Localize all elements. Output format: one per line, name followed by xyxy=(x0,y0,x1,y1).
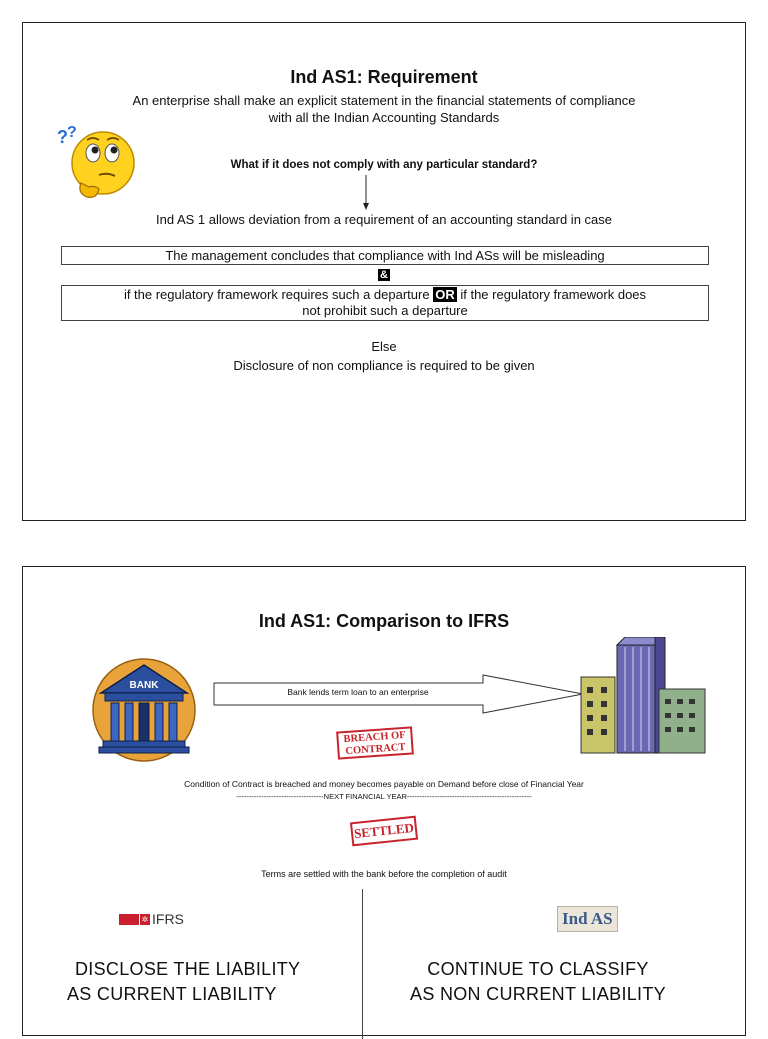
bank-icon xyxy=(91,657,197,763)
allows-text: Ind AS 1 allows deviation from a requirement of an accounting standard in case xyxy=(156,212,612,227)
ifrs-logo-bar xyxy=(119,914,139,925)
settled-stamp-text: SETTLED xyxy=(353,819,415,842)
condition-box-2-line-2: not prohibit such a departure xyxy=(302,303,468,318)
ifrs-logo-text: IFRS xyxy=(152,911,184,927)
indas-conclusion-line-1: CONTINUE TO CLASSIFY xyxy=(427,959,649,979)
ifrs-logo xyxy=(119,910,184,928)
indas-conclusion xyxy=(368,957,708,1007)
ifrs-conclusion-line-1: DISCLOSE THE LIABILITY xyxy=(75,959,301,979)
condition-box-2-part-2: if the regulatory framework does xyxy=(460,287,647,302)
ifrs-conclusion-line-2: AS CURRENT LIABILITY xyxy=(67,984,277,1004)
buildings-icon xyxy=(579,637,707,757)
intro-line-1: An enterprise shall make an explicit statement in the financial statements of compliance xyxy=(132,93,636,108)
slide-requirement xyxy=(22,22,746,521)
ifrs-conclusion xyxy=(67,957,357,1007)
condition-box-1 xyxy=(61,246,709,265)
next-year-line: -----------------------------------NEXT FINANCIAL YEAR-------------------------------------------------- xyxy=(236,792,532,801)
arrow-text: Bank lends term loan to an enterprise xyxy=(287,687,429,697)
svg-text:?: ? xyxy=(67,124,77,141)
terms-text: Terms are settled with the bank before the completion of audit xyxy=(261,869,507,879)
condition-box-1-text: The management concludes that compliance with Ind ASs will be misleading xyxy=(165,248,605,263)
svg-text:?: ? xyxy=(57,127,68,147)
slide2-title: Ind AS1: Comparison to IFRS xyxy=(258,611,510,631)
ampersand-text: & xyxy=(380,269,388,281)
condition-text: Condition of Contract is breached and money becomes payable on Demand before close of Financial Year xyxy=(184,779,584,789)
down-arrow xyxy=(361,175,371,211)
intro-line-2: with all the Indian Accounting Standards xyxy=(268,110,500,125)
ampersand-badge xyxy=(378,265,390,283)
condition-box-2 xyxy=(61,285,709,321)
question-text: What if it does not comply with any particular standard? xyxy=(230,159,538,171)
slide1-title: Ind AS1: Requirement xyxy=(290,67,478,87)
indas-logo xyxy=(557,906,618,932)
bank-label: BANK xyxy=(129,680,159,691)
ifrs-logo-mark-icon: ✲ xyxy=(141,914,149,924)
else-text: Else xyxy=(371,339,397,354)
column-divider xyxy=(362,889,363,1039)
disclosure-text: Disclosure of non compliance is required to be given xyxy=(233,358,535,373)
condition-box-2-part-1: if the regulatory framework requires such a departure xyxy=(123,287,430,302)
indas-conclusion-line-2: AS NON CURRENT LIABILITY xyxy=(410,984,666,1004)
breach-stamp-line-2: CONTRACT xyxy=(345,741,406,758)
slide-comparison xyxy=(22,566,746,1036)
breach-stamp xyxy=(336,726,414,759)
indas-logo-text: Ind AS xyxy=(562,909,613,928)
or-badge: OR xyxy=(435,287,455,302)
settled-stamp xyxy=(350,816,418,847)
breach-stamp-line-1: BREACH OF xyxy=(343,729,406,746)
